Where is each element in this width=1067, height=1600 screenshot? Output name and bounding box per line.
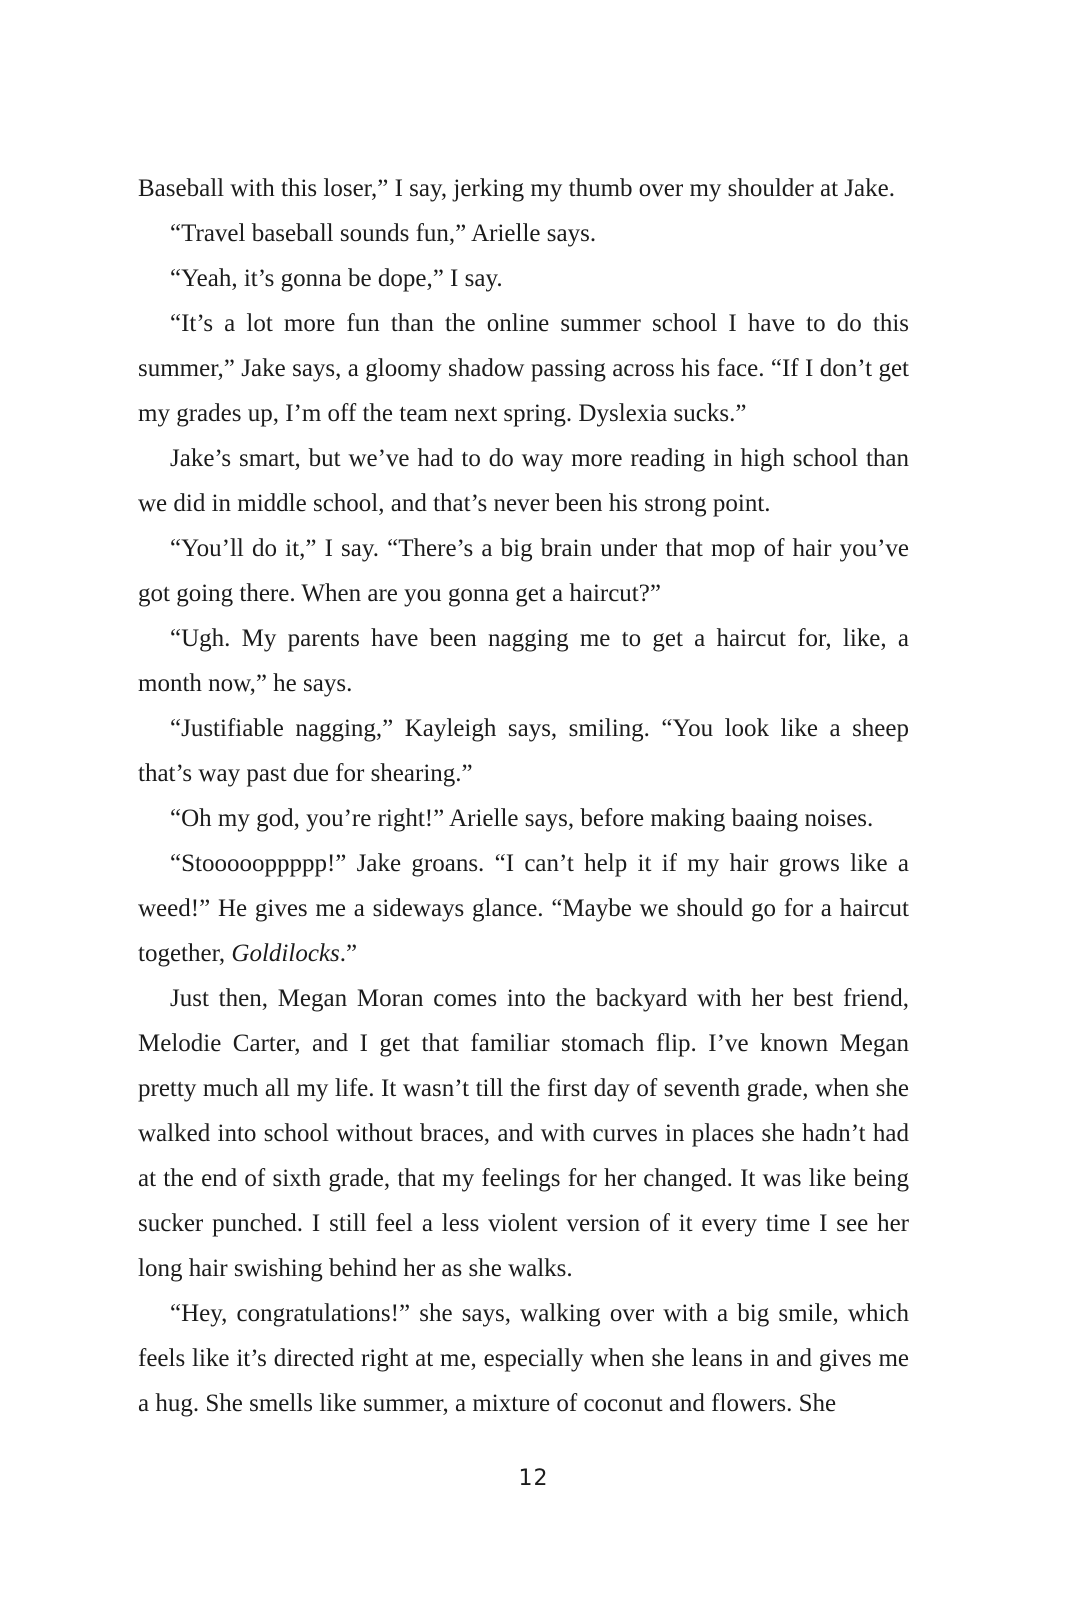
paragraph: Jake’s smart, but we’ve had to do way more reading in high school than we did in middle school, and that’s never been his strong point. <box>138 445 909 517</box>
paragraph: “Justifiable nagging,” Kayleigh says, smiling. “You look like a sheep that’s way past due for shearing.” <box>138 715 909 787</box>
paragraph: “Yeah, it’s gonna be dope,” I say. <box>170 265 503 292</box>
paragraph: “Hey, congratulations!” she says, walking over with a big smile, which feels like it’s directed right at me, especially when she leans in and gives me a hug. She smells like summer, a mixture of coconut and flowers. She <box>138 1300 909 1417</box>
paragraph: Just then, Megan Moran comes into the backyard with her best friend, Melodie Carter, and I get that familiar stomach flip. I’ve known Megan pretty much all my life. It wasn’t till the first day of seventh grade, when she walked into school without braces, and with curves in places she hadn’t had at the end of sixth grade, that my feelings for her changed. It was like being sucker punched. I still feel a less violent version of it every time I see her long hair swishing behind her as she walks. <box>138 985 909 1282</box>
paragraph: “You’ll do it,” I say. “There’s a big brain under that mop of hair you’ve got going there. When are you gonna get a haircut?” <box>138 535 909 607</box>
paragraph: “Ugh. My parents have been nagging me to get a haircut for, like, a month now,” he says. <box>138 625 909 697</box>
paragraph: Baseball with this loser,” I say, jerking my thumb over my shoulder at Jake. <box>138 175 895 202</box>
body-text <box>138 166 909 1426</box>
paragraph-tail: .” <box>339 940 358 967</box>
paragraph <box>138 841 909 976</box>
paragraph: “Travel baseball sounds fun,” Arielle says. <box>170 220 597 247</box>
paragraph: “It’s a lot more fun than the online summer school I have to do this summer,” Jake says, a gloomy shadow passing across his face. “If I don’t get my grades up, I’m off the team next spring. Dyslexia sucks.” <box>138 310 909 427</box>
page-number: 12 <box>518 1466 549 1491</box>
paragraph-text: “Stoooooppppp!” Jake groans. “I can’t help it if my hair grows like a weed!” He gives me a sideways glance. “Maybe we should go for a haircut together, <box>138 850 909 967</box>
italic-word: Goldilocks <box>231 940 340 967</box>
paragraph: “Oh my god, you’re right!” Arielle says, before making baaing noises. <box>170 805 874 832</box>
